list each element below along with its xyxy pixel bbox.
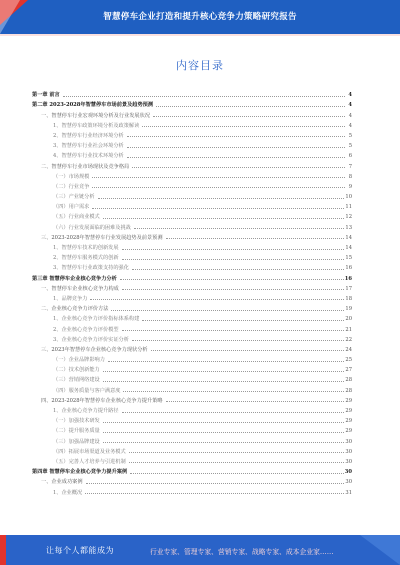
toc-entry-page: 28 — [345, 387, 352, 394]
toc-entry-label: （二）提升服务质量 — [53, 428, 100, 435]
toc-entry[interactable] — [32, 200, 352, 210]
toc-entry-label: （二）行业竞争 — [53, 183, 90, 190]
toc-leader-dots — [103, 442, 345, 443]
toc-entry[interactable] — [32, 261, 352, 271]
toc-leader-dots — [103, 422, 345, 423]
toc-leader-dots — [108, 361, 345, 362]
toc-entry-label: （一）企业品牌影响力 — [53, 357, 105, 364]
toc-leader-dots — [86, 483, 345, 484]
toc-leader-dots — [122, 289, 345, 290]
toc-entry-label: 一、企业成功案例 — [41, 479, 83, 486]
toc-entry-label: 第三章 智慧停车企业核心竞争力分析 — [32, 275, 117, 282]
toc-leader-dots — [120, 279, 344, 280]
toc-leader-dots — [92, 187, 345, 188]
toc-entry-label: 一、智慧停车行业宏观环境分析及行业发展状况 — [41, 112, 150, 119]
toc-entry-page: 25 — [345, 357, 352, 364]
footer-band — [0, 535, 400, 565]
toc-entry-label: 3、智慧停车行业社会环境分析 — [53, 143, 124, 150]
toc-entry-page: 12 — [345, 214, 352, 221]
toc-entry[interactable] — [32, 139, 352, 149]
toc-entry-label: 第二章 2023-2028年智慧停车市场前景及趋势预测 — [32, 102, 154, 109]
table-of-contents — [32, 88, 352, 496]
toc-entry-label: 第一章 前言 — [32, 92, 60, 99]
header-divider — [0, 34, 400, 36]
toc-leader-dots — [123, 391, 344, 392]
toc-entry-label: 3、企业核心竞争力评价实证分析 — [53, 336, 129, 343]
toc-entry-page: 14 — [345, 234, 352, 241]
toc-entry-page: 8 — [348, 173, 352, 180]
toc-entry-page: 5 — [348, 132, 352, 139]
toc-entry-page: 28 — [345, 377, 352, 384]
toc-entry-page: 29 — [345, 418, 352, 425]
toc-entry-page: 22 — [345, 336, 352, 343]
toc-entry-page: 29 — [345, 428, 352, 435]
toc-entry[interactable] — [32, 159, 352, 169]
toc-entry[interactable] — [32, 180, 352, 190]
toc-entry-page: 29 — [345, 408, 352, 414]
toc-entry-page: 10 — [345, 194, 352, 201]
toc-leader-dots — [142, 320, 344, 321]
toc-entry[interactable] — [32, 190, 352, 200]
toc-entry-page: 6 — [348, 153, 352, 160]
toc-entry[interactable] — [32, 475, 352, 485]
toc-entry-page: 4 — [348, 112, 352, 119]
toc-entry[interactable] — [32, 322, 352, 332]
toc-entry-page: 5 — [348, 143, 352, 150]
toc-entry-page: 7 — [348, 163, 352, 170]
toc-entry-page: 4 — [348, 92, 352, 99]
toc-entry-page: 19 — [345, 306, 352, 313]
toc-entry-label: 三、2023年智慧停车企业核心竞争力现状分析 — [41, 346, 148, 353]
toc-entry-page: 16 — [345, 265, 352, 272]
toc-leader-dots — [166, 238, 345, 239]
toc-leader-dots — [132, 167, 345, 168]
toc-entry-label: 二、智慧停车行业市场现状及竞争格局 — [41, 163, 130, 170]
toc-entry-page: 13 — [345, 224, 352, 231]
toc-leader-dots — [129, 462, 345, 463]
toc-entry[interactable] — [32, 404, 352, 414]
toc-entry-label: 1、企业概况 — [53, 489, 83, 496]
toc-entry-page: 4 — [348, 102, 352, 109]
toc-entry-label: （五）完善人才培养与引进机制 — [53, 458, 126, 465]
toc-leader-dots — [130, 473, 344, 474]
toc-entry[interactable] — [32, 343, 352, 353]
footer-red-bar — [0, 535, 6, 565]
toc-entry-label: （五）行业商业模式 — [53, 214, 100, 221]
toc-entry[interactable] — [32, 241, 352, 251]
toc-entry-label: 2、智慧停车行业经济环境分析 — [53, 132, 124, 139]
toc-entry[interactable] — [32, 414, 352, 424]
toc-entry-label: 四、2023-2028年智慧停车企业核心竞争力提升策略 — [41, 397, 163, 404]
toc-leader-dots — [122, 249, 345, 250]
toc-entry[interactable] — [32, 394, 352, 404]
toc-entry-label: （二）技术创新能力 — [53, 367, 100, 374]
toc-leader-dots — [134, 228, 345, 229]
toc-entry[interactable] — [32, 251, 352, 261]
toc-entry-label: （一）市场规模 — [53, 173, 90, 180]
toc-entry[interactable] — [32, 170, 352, 180]
toc-entry-label: 4、智慧停车行业技术环境分析 — [53, 153, 124, 160]
toc-entry[interactable] — [32, 210, 352, 220]
toc-entry-label: 三、2023-2028年智慧停车行业发展趋势及前景预测 — [41, 234, 163, 241]
toc-leader-dots — [98, 198, 345, 199]
toc-entry[interactable] — [32, 98, 352, 108]
toc-entry[interactable] — [32, 455, 352, 465]
toc-entry-label: （四）服务质量与客户满意度 — [53, 387, 121, 394]
header-band — [0, 0, 400, 34]
toc-entry-label: 1、智慧停车技术的创新发展 — [53, 245, 119, 251]
toc-leader-dots — [129, 452, 345, 453]
toc-entry[interactable] — [32, 108, 352, 118]
toc-entry-page: 15 — [345, 255, 352, 262]
toc-entry-label: 1、智慧停车政策环境分析及政策解读 — [53, 122, 140, 129]
toc-entry-label: 3、智慧停车行业政策支持的强化 — [53, 265, 129, 272]
toc-entry-page: 31 — [345, 489, 352, 496]
footer-slogan: 让每个人都能成为 — [46, 546, 114, 555]
toc-entry-label: 一、智慧停车企业核心竞争力构成 — [41, 285, 119, 292]
toc-entry-page: 18 — [345, 295, 352, 302]
toc-leader-dots — [103, 432, 345, 433]
toc-entry-page: 29 — [345, 397, 352, 404]
toc-entry[interactable] — [32, 129, 352, 139]
toc-leader-dots — [153, 116, 345, 117]
toc-entry[interactable] — [32, 373, 352, 383]
toc-entry[interactable] — [32, 383, 352, 393]
toc-entry-page: 27 — [345, 367, 352, 374]
toc-entry-label: （四）用户需求 — [53, 204, 90, 211]
toc-leader-dots — [103, 371, 345, 372]
toc-entry[interactable] — [32, 353, 352, 363]
toc-entry[interactable] — [32, 434, 352, 444]
toc-entry-label: 第四章 智慧停车企业核心竞争力提升案例 — [32, 469, 128, 476]
toc-entry-page: 21 — [345, 326, 352, 333]
toc-entry[interactable] — [32, 363, 352, 373]
toc-leader-dots — [111, 310, 344, 311]
toc-leader-dots — [166, 401, 345, 402]
toc-entry[interactable] — [32, 302, 352, 312]
toc-entry-label: 1、企业核心竞争力评价指标体系构建 — [53, 316, 140, 323]
toc-entry-label: （一）加强技术研发 — [53, 418, 100, 425]
toc-entry[interactable] — [32, 465, 352, 475]
toc-entry-page: 20 — [345, 316, 352, 323]
toc-leader-dots — [85, 493, 344, 494]
toc-entry[interactable] — [32, 445, 352, 455]
toc-entry-page: 30 — [345, 448, 352, 455]
toc-leader-dots — [132, 340, 344, 341]
toc-leader-dots — [90, 299, 344, 300]
toc-leader-dots — [122, 412, 345, 413]
toc-entry-label: 1、企业核心竞争力提升路径 — [53, 408, 119, 414]
toc-entry[interactable] — [32, 231, 352, 241]
footer-stripe — [360, 535, 400, 565]
toc-leader-dots — [142, 126, 345, 127]
toc-entry[interactable] — [32, 485, 352, 495]
toc-entry-label: 2、企业核心竞争力评价模型 — [53, 326, 119, 333]
toc-entry-page: 4 — [348, 122, 352, 129]
toc-entry-label: （六）行业发展面临的困难及挑战 — [53, 224, 131, 231]
toc-entry-page: 16 — [344, 275, 352, 282]
toc-leader-dots — [63, 96, 345, 97]
toc-entry-page: 30 — [345, 438, 352, 445]
toc-leader-dots — [127, 147, 345, 148]
toc-heading: 内容目录 — [176, 59, 224, 72]
toc-leader-dots — [122, 330, 345, 331]
footer-experts: 行业专家、管理专家、营销专家、战略专家、成本企业家…… — [150, 548, 334, 556]
toc-entry-label: （三）加强品牌建设 — [53, 438, 100, 445]
toc-leader-dots — [127, 136, 345, 137]
toc-entry[interactable] — [32, 271, 352, 281]
toc-leader-dots — [151, 350, 345, 351]
toc-entry-label: （三）营销网络建设 — [53, 377, 100, 384]
toc-entry-page: 30 — [345, 479, 352, 486]
toc-leader-dots — [127, 157, 345, 158]
toc-entry[interactable] — [32, 312, 352, 322]
toc-entry[interactable] — [32, 88, 352, 98]
toc-entry[interactable] — [32, 333, 352, 343]
toc-entry-page: 9 — [348, 183, 352, 190]
toc-entry[interactable] — [32, 220, 352, 230]
toc-leader-dots — [156, 106, 345, 107]
toc-entry-page: 30 — [344, 469, 352, 476]
toc-entry[interactable] — [32, 282, 352, 292]
toc-entry[interactable] — [32, 424, 352, 434]
toc-entry-page: 17 — [345, 285, 352, 292]
toc-leader-dots — [122, 259, 345, 260]
toc-entry-page: 11 — [345, 204, 352, 211]
toc-entry-label: 1、品牌竞争力 — [53, 295, 88, 302]
toc-entry-label: （四）拓展市场渠道及业务模式 — [53, 448, 126, 455]
toc-entry-page: 14 — [345, 245, 352, 251]
toc-leader-dots — [132, 269, 344, 270]
report-title: 智慧停车企业打造和提升核心竞争力策略研究报告 — [103, 12, 297, 22]
toc-entry[interactable] — [32, 119, 352, 129]
toc-entry-page: 30 — [345, 458, 352, 465]
toc-entry[interactable] — [32, 149, 352, 159]
toc-leader-dots — [103, 218, 345, 219]
toc-entry-label: （三）产业链分析 — [53, 194, 95, 201]
toc-entry-label: 2、智慧停车服务模式的创新 — [53, 255, 119, 262]
toc-leader-dots — [103, 381, 345, 382]
toc-leader-dots — [92, 208, 344, 209]
toc-leader-dots — [92, 177, 345, 178]
toc-entry-label: 二、企业核心竞争力评价方法 — [41, 306, 109, 313]
toc-entry[interactable] — [32, 292, 352, 302]
toc-entry-page: 24 — [345, 346, 352, 353]
